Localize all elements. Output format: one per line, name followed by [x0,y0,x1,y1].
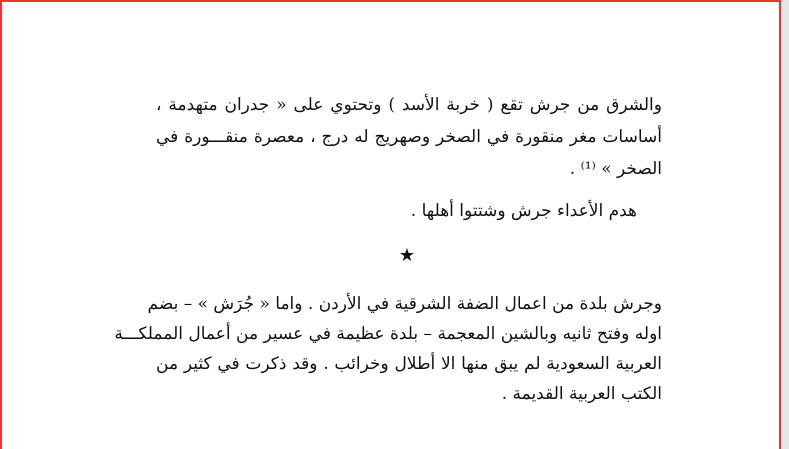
star-separator: ★ [398,245,416,266]
text-line: الصخر » ⁽¹⁾ . [569,159,662,179]
text-line: هدم الأعداء جرش وشتتوا أهلها . [410,201,637,221]
text-line: والشرق من جرش تقع ( خربة الأسد ) وتحتوي على « جدران متهدمة ، [156,95,662,115]
text-line: العربية السعودية لم يبق منها الا أطلال وخرائب . وقد ذكرت في كثير من [156,354,662,374]
paragraph-khirbet-al-asad [156,90,662,186]
text-line: وجرش بلدة من اعمال الضفة الشرقية في الأردن . واما « جُرَش » – بضم [147,294,662,314]
text-line: أساسات مغر منقورة في الصخر وصهريج له درج ، معصرة منقـــورة في [156,127,662,147]
line-enemies-destroyed-jerash [156,196,637,226]
vertical-scrollbar[interactable] [781,0,789,449]
paragraph-jerash-description [114,289,662,415]
text-line: الكتب العربية القديمة . [501,384,662,404]
text-line: اوله وفتح ثانيه وبالشين المعجمة – بلدة عظيمة في عسير من أعمال المملكـــة [114,324,662,344]
